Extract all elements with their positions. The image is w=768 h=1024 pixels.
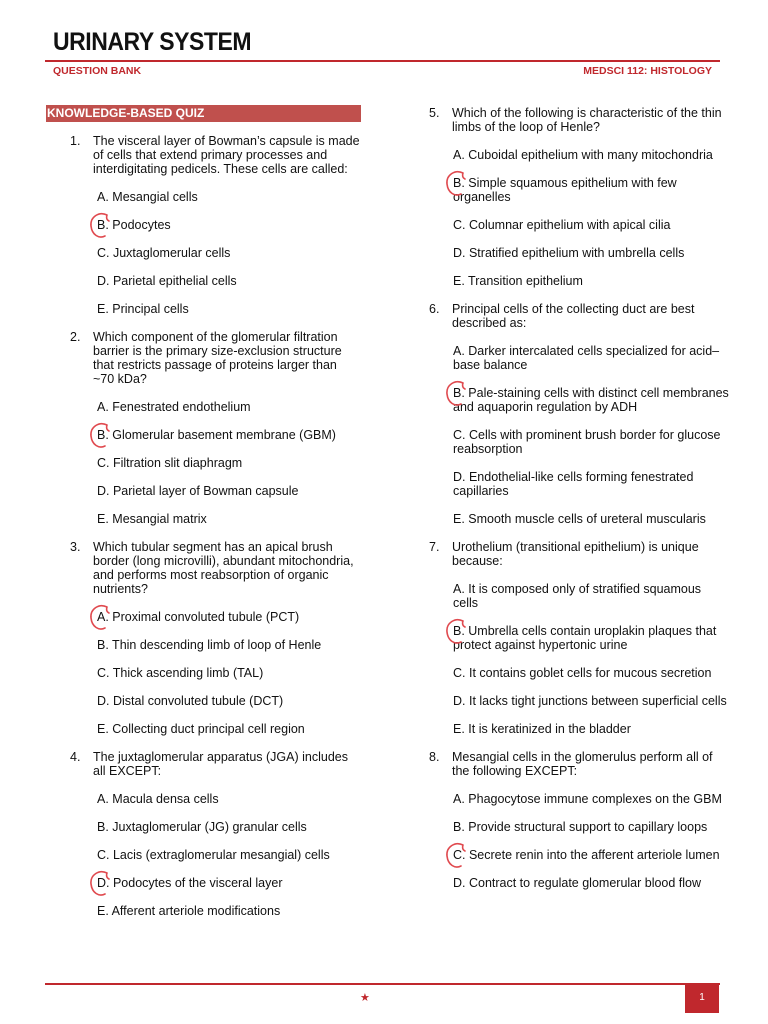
answer-option-text: A. Mesangial cells: [97, 190, 198, 204]
answer-option[interactable]: [97, 428, 360, 442]
course-label: MEDSCI 112: HISTOLOGY: [583, 65, 712, 77]
answer-option-text: A. Macula densa cells: [97, 792, 219, 806]
answer-option[interactable]: [453, 722, 729, 736]
answer-option[interactable]: [453, 176, 729, 204]
left-column: [70, 134, 360, 932]
question-text: Urothelium (transitional epithelium) is unique because:: [452, 540, 699, 568]
answer-option-text: D. Parietal epithelial cells: [97, 274, 237, 288]
answer-option-text: B. Pale-staining cells with distinct cell membranes and aquaporin regulation by ADH: [453, 386, 729, 414]
page-title: URINARY SYSTEM: [53, 28, 252, 56]
answer-option[interactable]: [97, 302, 360, 316]
answer-options: [97, 190, 360, 316]
answer-options: [97, 400, 360, 526]
question-number: 4.: [70, 750, 81, 764]
answer-option-text: E. Afferent arteriole modifications: [97, 904, 281, 918]
answer-options: [97, 792, 360, 918]
answer-option[interactable]: [97, 456, 360, 470]
answer-option-text: C. Filtration slit diaphragm: [97, 456, 243, 470]
answer-option-text: D. Podocytes of the visceral layer: [97, 876, 283, 890]
footer-rule: [45, 983, 720, 985]
answer-option[interactable]: [453, 148, 729, 162]
answer-option-text: D. Distal convoluted tubule (DCT): [97, 694, 284, 708]
answer-option-text: C. Cells with prominent brush border for glucose reabsorption: [453, 428, 721, 456]
quiz-banner: [46, 105, 361, 122]
answer-option-text: A. Cuboidal epithelium with many mitochondria: [453, 148, 713, 162]
answer-option[interactable]: [453, 512, 729, 526]
question-number: 2.: [70, 330, 81, 344]
answer-option-text: C. Thick ascending limb (TAL): [97, 666, 264, 680]
header-rule: [45, 60, 720, 62]
answer-option[interactable]: [97, 904, 360, 918]
answer-option[interactable]: [97, 610, 360, 624]
question-text: Which tubular segment has an apical brush border (long microvilli), abundant mitochondria, and performs most reabsorption of organic nutrients?: [93, 540, 354, 596]
question-number: 8.: [429, 750, 440, 764]
answer-option-text: B. Simple squamous epithelium with few organelles: [453, 176, 677, 204]
question-number: 7.: [429, 540, 440, 554]
answer-option[interactable]: [97, 274, 360, 288]
answer-option-text: E. Principal cells: [97, 302, 189, 316]
question-7: [429, 540, 729, 736]
question-number: 3.: [70, 540, 81, 554]
question-number: 1.: [70, 134, 81, 148]
answer-option[interactable]: [453, 274, 729, 288]
answer-option-text: B. Podocytes: [97, 218, 171, 232]
question-5: [429, 106, 729, 288]
page-number: 1: [685, 983, 719, 1013]
answer-option[interactable]: [97, 722, 360, 736]
answer-options: [453, 792, 729, 890]
answer-option[interactable]: [97, 400, 360, 414]
answer-option[interactable]: [97, 190, 360, 204]
answer-option[interactable]: [453, 694, 729, 708]
answer-option[interactable]: [453, 876, 729, 890]
answer-option-text: A. It is composed only of stratified squamous cells: [453, 582, 702, 610]
right-column: [429, 106, 729, 904]
answer-option-text: B. Provide structural support to capillary loops: [453, 820, 708, 834]
answer-option[interactable]: [453, 848, 729, 862]
answer-option-text: A. Proximal convoluted tubule (PCT): [97, 610, 300, 624]
answer-options: [453, 344, 729, 526]
answer-option[interactable]: [97, 666, 360, 680]
answer-option[interactable]: [453, 218, 729, 232]
answer-option-text: A. Phagocytose immune complexes on the GBM: [453, 792, 722, 806]
answer-option[interactable]: [97, 694, 360, 708]
answer-option-text: B. Juxtaglomerular (JG) granular cells: [97, 820, 307, 834]
answer-option[interactable]: [97, 246, 360, 260]
answer-option[interactable]: [453, 792, 729, 806]
question-1: [70, 134, 360, 316]
answer-option[interactable]: [453, 344, 729, 372]
answer-option-text: B. Glomerular basement membrane (GBM): [97, 428, 336, 442]
answer-option-text: B. Umbrella cells contain uroplakin plaques that protect against hypertonic urine: [453, 624, 717, 652]
answer-option-text: C. It contains goblet cells for mucous secretion: [453, 666, 712, 680]
answer-option[interactable]: [453, 820, 729, 834]
quiz-banner-text: KNOWLEDGE-BASED QUIZ: [47, 106, 205, 120]
answer-option[interactable]: [97, 876, 360, 890]
question-2: [70, 330, 360, 526]
answer-option[interactable]: [97, 792, 360, 806]
answer-option[interactable]: [97, 848, 360, 862]
answer-option[interactable]: [97, 484, 360, 498]
answer-option-text: C. Lacis (extraglomerular mesangial) cells: [97, 848, 330, 862]
answer-option-text: E. Smooth muscle cells of ureteral muscularis: [453, 512, 706, 526]
answer-option[interactable]: [97, 820, 360, 834]
answer-option-text: D. Contract to regulate glomerular blood flow: [453, 876, 702, 890]
question-text: Which component of the glomerular filtration barrier is the primary size-exclusion structure that restricts passage of proteins larger than ~70 kDa?: [93, 330, 342, 386]
answer-option-text: E. It is keratinized in the bladder: [453, 722, 631, 736]
answer-option-text: D. Parietal layer of Bowman capsule: [97, 484, 299, 498]
question-number: 5.: [429, 106, 440, 120]
answer-option-text: A. Fenestrated endothelium: [97, 400, 251, 414]
answer-option[interactable]: [97, 218, 360, 232]
answer-option[interactable]: [453, 428, 729, 456]
answer-option[interactable]: [453, 624, 729, 652]
answer-option-text: C. Juxtaglomerular cells: [97, 246, 231, 260]
question-text: Principal cells of the collecting duct are best described as:: [452, 302, 695, 330]
question-6: [429, 302, 729, 526]
answer-option-text: C. Secrete renin into the afferent arteriole lumen: [453, 848, 720, 862]
question-8: [429, 750, 729, 890]
question-3: [70, 540, 360, 736]
section-label: QUESTION BANK: [53, 65, 142, 77]
answer-option-text: A. Darker intercalated cells specialized for acid–base balance: [453, 344, 720, 372]
answer-option-text: D. Endothelial-like cells forming fenestrated capillaries: [453, 470, 694, 498]
question-text: Which of the following is characteristic of the thin limbs of the loop of Henle?: [452, 106, 722, 134]
answer-option[interactable]: [453, 582, 729, 610]
answer-option[interactable]: [453, 666, 729, 680]
question-number: 6.: [429, 302, 440, 316]
footer-star-icon: ★: [360, 992, 370, 1004]
answer-options: [97, 610, 360, 736]
answer-options: [453, 148, 729, 288]
answer-option-text: B. Thin descending limb of loop of Henle: [97, 638, 322, 652]
answer-option[interactable]: [453, 470, 729, 498]
answer-option-text: C. Columnar epithelium with apical cilia: [453, 218, 671, 232]
answer-option-text: E. Transition epithelium: [453, 274, 583, 288]
question-text: The visceral layer of Bowman’s capsule is made of cells that extend primary processes and interdigitating pedicels. These cells are called:: [93, 134, 360, 176]
answer-option[interactable]: [453, 246, 729, 260]
question-text: Mesangial cells in the glomerulus perform all of the following EXCEPT:: [452, 750, 713, 778]
answer-option[interactable]: [453, 386, 729, 414]
answer-option-text: D. Stratified epithelium with umbrella cells: [453, 246, 685, 260]
answer-option[interactable]: [97, 512, 360, 526]
question-text: The juxtaglomerular apparatus (JGA) includes all EXCEPT:: [93, 750, 348, 778]
answer-option-text: D. It lacks tight junctions between superficial cells: [453, 694, 727, 708]
answer-options: [453, 582, 729, 736]
answer-option-text: E. Mesangial matrix: [97, 512, 207, 526]
question-4: [70, 750, 360, 918]
answer-option-text: E. Collecting duct principal cell region: [97, 722, 305, 736]
answer-option[interactable]: [97, 638, 360, 652]
